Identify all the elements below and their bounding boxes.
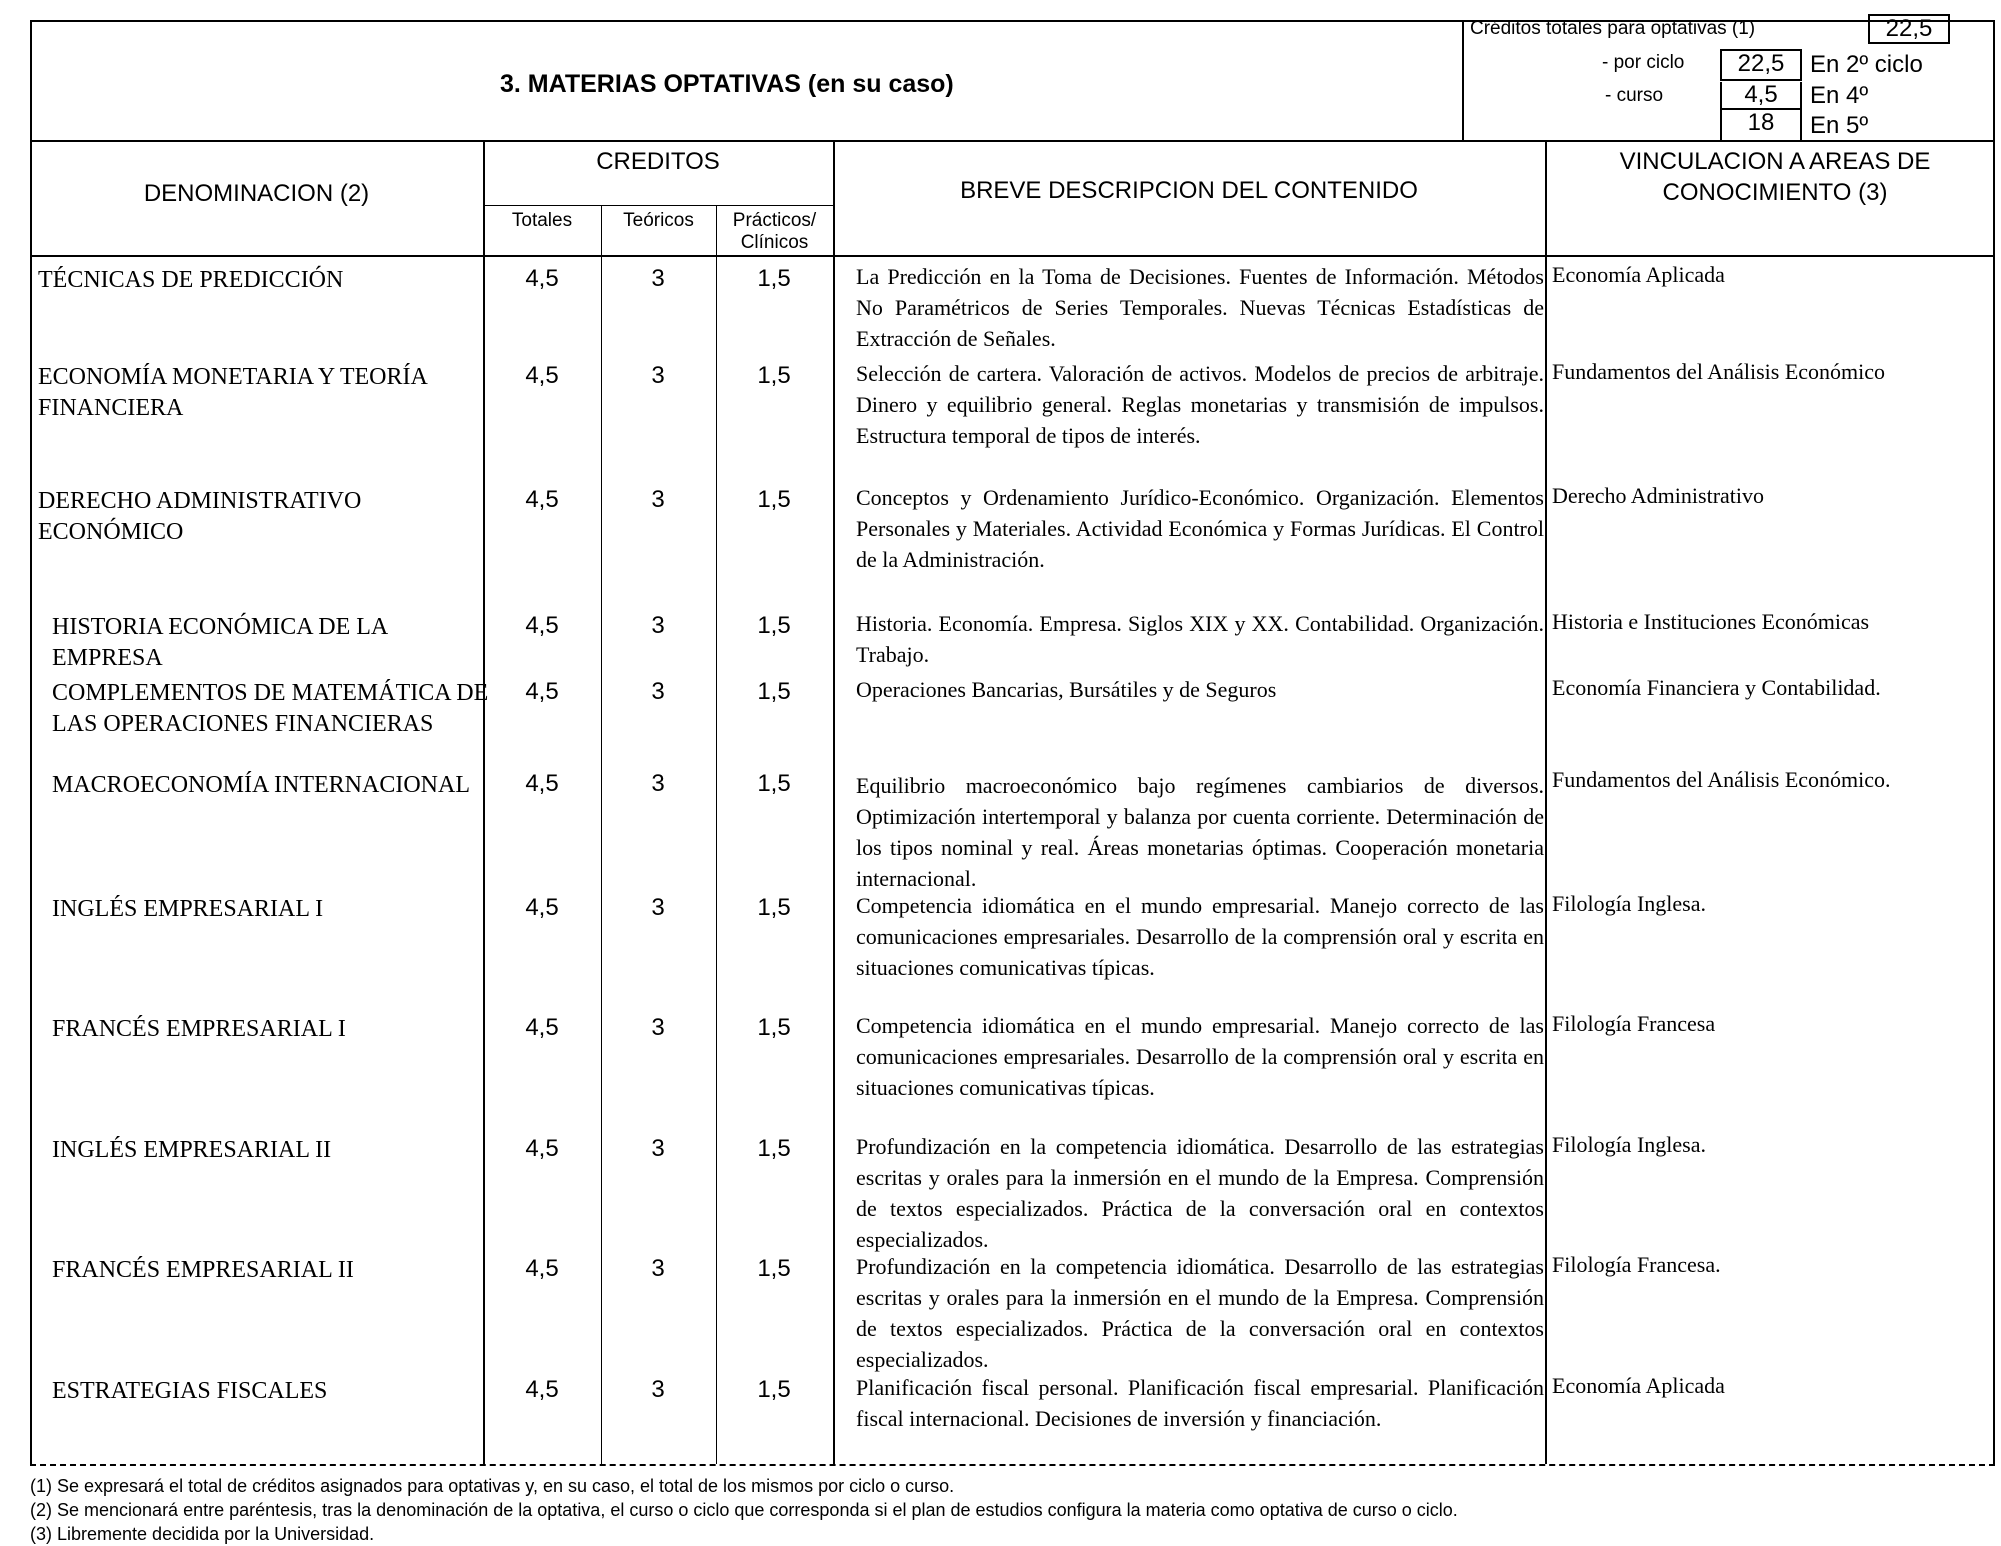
subject-name: TÉCNICAS DE PREDICCIÓN [38, 267, 344, 293]
footnote-2: (2) Se mencionará entre paréntesis, tras la denominación de la optativa, el curso o ciclo que corresponda si el plan de estudios configura la materia como optativa de curso o ciclo. [30, 1500, 1458, 1520]
credits-practicos: 1,5 [757, 486, 791, 513]
subject-description: Planificación fiscal personal. Planificación fiscal empresarial. Planificación fiscal internacional. Decisiones de inversión y financiación. [856, 1375, 1544, 1431]
credits-practicos: 1,5 [757, 770, 791, 797]
subject-name: ESTRATEGIAS FISCALES [52, 1378, 328, 1404]
subject-description: Competencia idiomática en el mundo empresarial. Manejo correcto de las comunicaciones empresariales. Desarrollo de la comprensión oral y escrita en situaciones comunicativas típicas. [856, 893, 1544, 980]
subject-description: Competencia idiomática en el mundo empresarial. Manejo correcto de las comunicaciones empresariales. Desarrollo de la comprensión oral y escrita en situaciones comunicativas típicas. [856, 1013, 1544, 1100]
col-divider-totales [601, 205, 602, 1464]
subject-name: MACROECONOMÍA INTERNACIONAL [52, 772, 470, 798]
knowledge-area: Fundamentos del Análisis Económico [1552, 359, 1886, 384]
subject-description: Historia. Economía. Empresa. Siglos XIX y XX. Contabilidad. Organización. Trabajo. [856, 611, 1544, 667]
header-separator-line [30, 140, 1995, 142]
por-ciclo-value: 22,5 [1720, 49, 1802, 81]
footnote-3: (3) Libremente decidida por la Universidad. [30, 1524, 375, 1544]
knowledge-area: Economía Financiera y Contabilidad. [1552, 675, 1881, 700]
optional-subjects-table [30, 15, 1995, 1464]
curso-cycle-1: En 4º [1810, 82, 1869, 109]
subject-description: Equilibrio macroeconómico bajo regímenes cambiarios de diversos. Optimización intertemporal y balanza por cuenta corriente. Determinación de los tipos nominal y real. Áreas monetarias óptimas. Cooperación monetaria internacional. [856, 773, 1544, 891]
credits-practicos: 1,5 [757, 612, 791, 639]
credits-totales: 4,5 [525, 612, 559, 639]
col-divider-descripcion [1545, 140, 1547, 1464]
knowledge-area: Filología Inglesa. [1552, 1132, 1706, 1157]
knowledge-area: Filología Inglesa. [1552, 891, 1706, 916]
credits-teoricos: 3 [651, 770, 665, 797]
header-vinculacion: VINCULACION A AREAS DE CONOCIMIENTO (3) [1619, 148, 1931, 206]
credits-totales: 4,5 [525, 1014, 559, 1041]
header-totales: Totales [511, 210, 573, 231]
knowledge-area: Economía Aplicada [1552, 1373, 1725, 1398]
page-title: 3. MATERIAS OPTATIVAS (en su caso) [500, 70, 954, 98]
frame-bottom-line [30, 1464, 1995, 1466]
curso-label: - curso [1605, 85, 1664, 106]
knowledge-area: Fundamentos del Análisis Económico. [1552, 767, 1891, 792]
por-ciclo-cycle: En 2º ciclo [1810, 51, 1923, 78]
credits-teoricos: 3 [651, 894, 665, 921]
credits-teoricos: 3 [651, 1014, 665, 1041]
column-header-bottom-line [30, 255, 1995, 257]
frame-right-line [1993, 20, 1995, 1464]
credits-teoricos: 3 [651, 1135, 665, 1162]
knowledge-area: Filología Francesa. [1552, 1252, 1721, 1277]
credits-practicos: 1,5 [757, 1255, 791, 1282]
subject-description: Selección de cartera. Valoración de activos. Modelos de precios de arbitraje. Dinero y equilibrio general. Reglas monetarias y transmisión de impulsos. Estructura temporal de tipos de interés. [856, 361, 1544, 448]
subject-name: FRANCÉS EMPRESARIAL I [52, 1016, 346, 1042]
subject-description: Profundización en la competencia idiomática. Desarrollo de las estrategias escritas y orales para la inmersión en el mundo de la Empresa. Comprensión de textos especializados. Práctica de la conversación oral en contextos especializados. [856, 1134, 1544, 1252]
credits-practicos: 1,5 [757, 1014, 791, 1041]
por-ciclo-label: - por ciclo [1602, 52, 1685, 73]
subject-name: DERECHO ADMINISTRATIVO ECONÓMICO [38, 488, 362, 545]
credits-totales: 4,5 [525, 486, 559, 513]
credits-teoricos: 3 [651, 678, 665, 705]
knowledge-area: Derecho Administrativo [1552, 483, 1765, 508]
credits-totales: 4,5 [525, 1255, 559, 1282]
subject-name: INGLÉS EMPRESARIAL I [52, 896, 324, 922]
credits-practicos: 1,5 [757, 894, 791, 921]
credits-teoricos: 3 [651, 265, 665, 292]
summary-divider-line [1462, 20, 1464, 140]
header-practicos: Prácticos/ Clínicos [732, 210, 817, 253]
credits-teoricos: 3 [651, 1376, 665, 1403]
header-teoricos: Teóricos [623, 210, 694, 231]
credits-practicos: 1,5 [757, 678, 791, 705]
credits-practicos: 1,5 [757, 1376, 791, 1403]
credits-totales: 4,5 [525, 362, 559, 389]
curso-cycle-2: En 5º [1810, 112, 1869, 139]
credits-practicos: 1,5 [757, 265, 791, 292]
header-denominacion: DENOMINACION (2) [143, 180, 370, 207]
curso-value-1: 4,5 [1720, 82, 1802, 110]
credits-teoricos: 3 [651, 1255, 665, 1282]
subject-name: FRANCÉS EMPRESARIAL II [52, 1257, 354, 1283]
credits-teoricos: 3 [651, 362, 665, 389]
subject-name: ECONOMÍA MONETARIA Y TEORÍA FINANCIERA [38, 364, 427, 421]
subject-name: INGLÉS EMPRESARIAL II [52, 1137, 332, 1163]
subject-description: Operaciones Bancarias, Bursátiles y de Seguros [856, 677, 1277, 702]
credits-totales: 4,5 [525, 1376, 559, 1403]
frame-left-line [30, 20, 32, 1464]
footnotes [30, 1474, 1458, 1546]
credits-totales: 4,5 [525, 770, 559, 797]
creditos-subheader-line [483, 205, 833, 206]
knowledge-area: Historia e Instituciones Económicas [1552, 609, 1870, 634]
col-divider-creditos [833, 140, 835, 1464]
credits-practicos: 1,5 [757, 362, 791, 389]
credits-totales: 4,5 [525, 1135, 559, 1162]
footnote-1: (1) Se expresará el total de créditos asignados para optativas y, en su caso, el total de los mismos por ciclo o curso. [30, 1476, 955, 1496]
subject-description: Conceptos y Ordenamiento Jurídico-Económico. Organización. Elementos Personales y Materiales. Actividad Económica y Formas Jurídicas. El Control de la Administración. [856, 485, 1544, 572]
knowledge-area: Filología Francesa [1552, 1011, 1716, 1036]
subject-name: COMPLEMENTOS DE MATEMÁTICA DE LAS OPERACIONES FINANCIERAS [52, 680, 489, 737]
subject-name: HISTORIA ECONÓMICA DE LA EMPRESA [52, 614, 387, 671]
header-descripcion: BREVE DESCRIPCION DEL CONTENIDO [960, 177, 1418, 204]
credits-totales: 4,5 [525, 894, 559, 921]
curso-value-2: 18 [1720, 110, 1802, 140]
subject-description: Profundización en la competencia idiomática. Desarrollo de las estrategias escritas y orales para la inmersión en el mundo de la Empresa. Comprensión de textos especializados. Práctica de la conversación oral en contextos especializados. [856, 1254, 1544, 1372]
credits-teoricos: 3 [651, 486, 665, 513]
credits-practicos: 1,5 [757, 1135, 791, 1162]
col-divider-teoricos [716, 205, 717, 1464]
total-credits-value: 22,5 [1868, 14, 1950, 44]
total-credits-label: Créditos totales para optativas (1) [1470, 18, 1756, 39]
subject-description: La Predicción en la Toma de Decisiones. Fuentes de Información. Métodos No Paramétricos de Series Temporales. Nuevas Técnicas Estadísticas de Extracción de Señales. [856, 264, 1544, 351]
credits-totales: 4,5 [525, 265, 559, 292]
credits-teoricos: 3 [651, 612, 665, 639]
header-creditos: CREDITOS [596, 148, 720, 175]
knowledge-area: Economía Aplicada [1552, 262, 1725, 287]
credits-totales: 4,5 [525, 678, 559, 705]
